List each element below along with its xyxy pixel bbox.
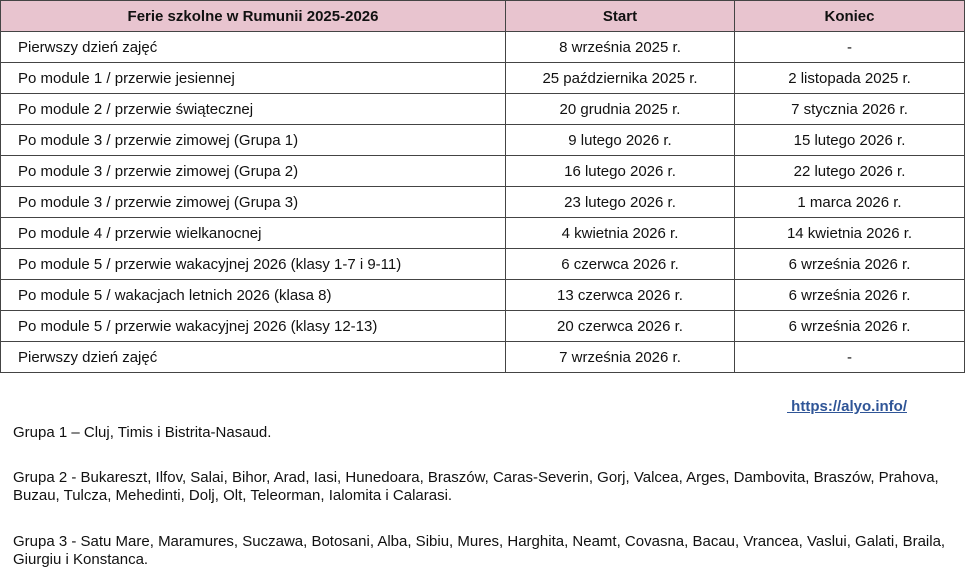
end-cell: 6 września 2026 r. — [735, 280, 965, 311]
start-cell: 6 czerwca 2026 r. — [506, 249, 735, 280]
table-row — [1, 63, 965, 94]
start-cell: 8 września 2025 r. — [506, 32, 735, 63]
period-cell: Po module 3 / przerwie zimowej (Grupa 1) — [1, 125, 506, 156]
end-cell: 2 listopada 2025 r. — [735, 63, 965, 94]
column-header-period: Ferie szkolne w Rumunii 2025-2026 — [1, 1, 506, 32]
group-1-note: Grupa 1 – Cluj, Timis i Bistrita-Nasaud. — [13, 424, 272, 441]
end-cell: - — [735, 342, 965, 373]
end-cell: 1 marca 2026 r. — [735, 187, 965, 218]
start-cell: 20 grudnia 2025 r. — [506, 94, 735, 125]
start-cell: 4 kwietnia 2026 r. — [506, 218, 735, 249]
table-header-row — [1, 1, 965, 32]
start-cell: 7 września 2026 r. — [506, 342, 735, 373]
period-cell: Po module 2 / przerwie świątecznej — [1, 94, 506, 125]
table-row — [1, 342, 965, 373]
end-cell: - — [735, 32, 965, 63]
start-cell: 13 czerwca 2026 r. — [506, 280, 735, 311]
start-cell: 20 czerwca 2026 r. — [506, 311, 735, 342]
period-cell: Po module 3 / przerwie zimowej (Grupa 2) — [1, 156, 506, 187]
period-cell: Pierwszy dzień zajęć — [1, 342, 506, 373]
start-cell: 9 lutego 2026 r. — [506, 125, 735, 156]
column-header-end: Koniec — [735, 1, 965, 32]
end-cell: 15 lutego 2026 r. — [735, 125, 965, 156]
table-row — [1, 187, 965, 218]
end-cell: 6 września 2026 r. — [735, 249, 965, 280]
period-cell: Po module 5 / przerwie wakacyjnej 2026 (klasy 1-7 i 9-11) — [1, 249, 506, 280]
column-header-start: Start — [506, 1, 735, 32]
period-cell: Po module 5 / wakacjach letnich 2026 (klasa 8) — [1, 280, 506, 311]
start-cell: 16 lutego 2026 r. — [506, 156, 735, 187]
start-cell: 23 lutego 2026 r. — [506, 187, 735, 218]
table-row — [1, 125, 965, 156]
period-cell: Po module 5 / przerwie wakacyjnej 2026 (klasy 12-13) — [1, 311, 506, 342]
table-row — [1, 280, 965, 311]
table-row — [1, 156, 965, 187]
end-cell: 7 stycznia 2026 r. — [735, 94, 965, 125]
table-row — [1, 32, 965, 63]
period-cell: Po module 4 / przerwie wielkanocnej — [1, 218, 506, 249]
source-link[interactable]: https://alyo.info/ — [787, 398, 907, 415]
group-2-note: Grupa 2 - Bukareszt, Ilfov, Salai, Bihor, Arad, Iasi, Hunedoara, Braszów, Caras-Severin, Gorj, Valcea, Arges, Dambovita, Braszów, Prahova, Buzau, Tulcza, Mehedinti, Dolj, Olt, Teleorman, Ialomita i Calarasi. — [13, 469, 939, 504]
group-3-note: Grupa 3 - Satu Mare, Maramures, Suczawa, Botosani, Alba, Sibiu, Mures, Harghita, Neamt, Covasna, Bacau, Vrancea, Vaslui, Galati, Braila, Giurgiu i Konstanca. — [13, 533, 946, 568]
table-row — [1, 218, 965, 249]
period-cell: Po module 1 / przerwie jesiennej — [1, 63, 506, 94]
period-cell: Po module 3 / przerwie zimowej (Grupa 3) — [1, 187, 506, 218]
end-cell: 22 lutego 2026 r. — [735, 156, 965, 187]
table-row — [1, 249, 965, 280]
period-cell: Pierwszy dzień zajęć — [1, 32, 506, 63]
table-row — [1, 94, 965, 125]
end-cell: 14 kwietnia 2026 r. — [735, 218, 965, 249]
table-row — [1, 311, 965, 342]
start-cell: 25 października 2025 r. — [506, 63, 735, 94]
end-cell: 6 września 2026 r. — [735, 311, 965, 342]
